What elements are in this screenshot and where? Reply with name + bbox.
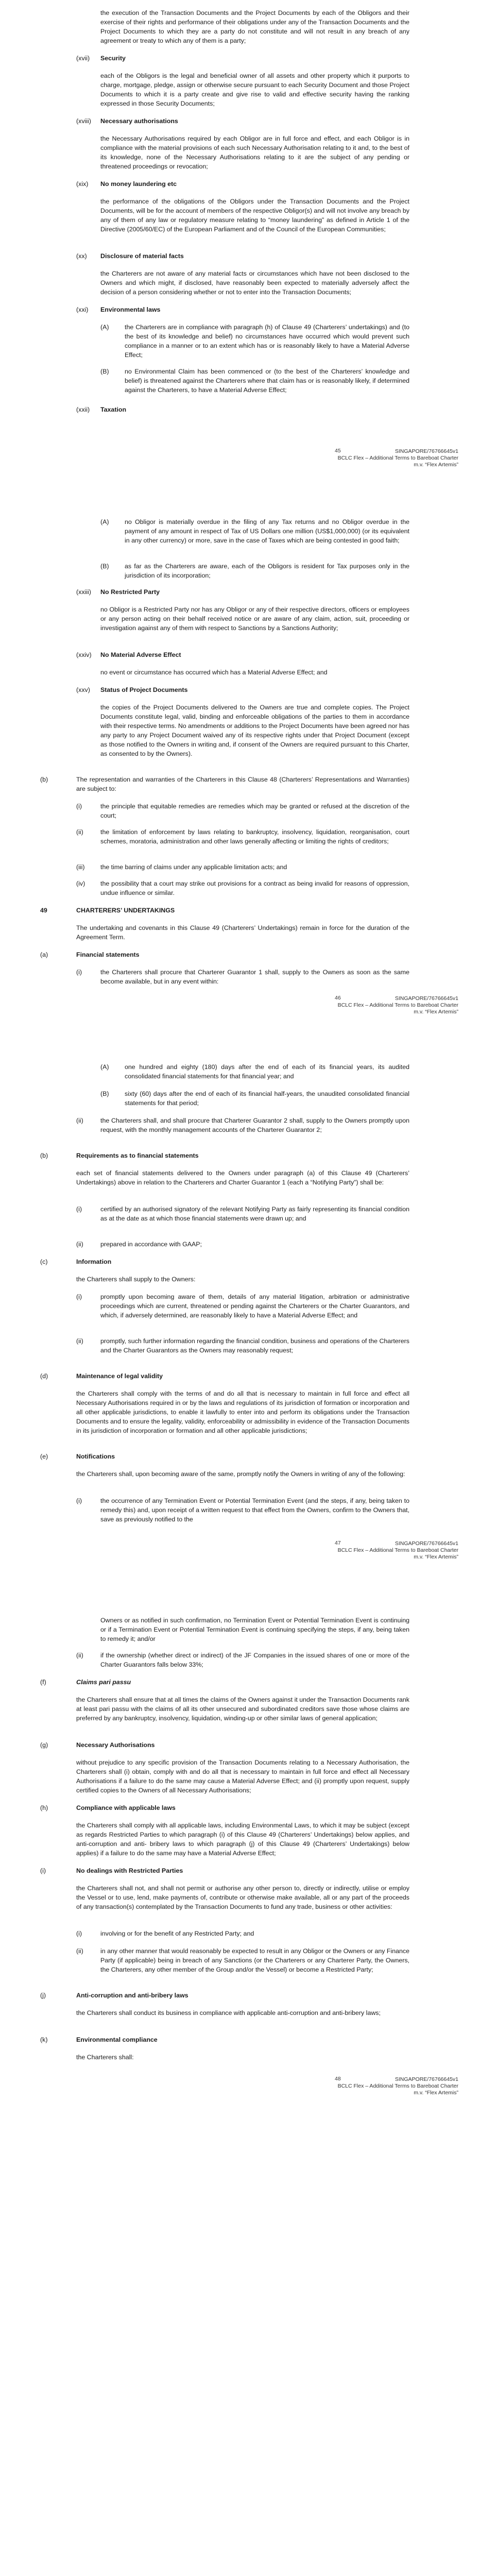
paragraph: the Charterers shall comply with the terms of and do all that is necessary to maintain in full force and effect all Necessary Authorisations required in or by the laws and regulations of its jurisdiction of formation or incorporation and all other applicable jurisdictions, to enable it lawfully to enter into and perform its obligations under the Transaction Documents and to ensure the legality, validity, enforceability or admissibility in evidence of the Transaction Documents in its jurisdiction of incorporation or formation and all other applicable jurisdictions; (76, 1390, 409, 1434)
section-heading: No dealings with Restricted Parties (76, 1867, 183, 1874)
paragraph-xvi-continuation: the execution of the Transaction Documents and the Project Documents by each of the Obligors and their exercise of their rights and performance of their obligations under any of the Transaction Documents and the Project Documents to which they are a party do not constitute and will not result in any breach of any agreement or treaty to which any of them is a party; (100, 9, 409, 44)
page-footer (288, 2076, 458, 2096)
section-heading: Financial statements (76, 951, 140, 958)
item-number: (B) (100, 368, 109, 375)
footer-vessel: m.v. “Flex Artemis” (414, 1554, 458, 1560)
item-number: (xxiii) (76, 588, 91, 596)
footer-vessel: m.v. “Flex Artemis” (414, 2090, 458, 2096)
item-number: (d) (40, 1372, 48, 1380)
section-heading: Compliance with applicable laws (76, 1804, 176, 1811)
footer-doc-title: BCLC Flex – Additional Terms to Bareboat Charter (337, 455, 458, 461)
item-number: (iv) (76, 880, 85, 887)
footer-doc-title: BCLC Flex – Additional Terms to Bareboat Charter (337, 1547, 458, 1553)
item-number: (i) (76, 1930, 82, 1937)
item-number: (ii) (76, 1241, 83, 1248)
section-heading: Information (76, 1258, 112, 1265)
item-number: (h) (40, 1804, 48, 1811)
item-number: (i) (40, 1867, 46, 1874)
item-number: (ii) (76, 828, 83, 836)
page-number: 47 (335, 1540, 341, 1546)
item-number: (A) (100, 324, 109, 331)
page-number: 48 (335, 2076, 341, 2082)
paragraph: the limitation of enforcement by laws relating to bankruptcy, insolvency, liquidation, reorganisation, court schemes, moratoria, administration and other laws generally affecting or limiting the rights of creditors; (100, 828, 409, 845)
paragraph: sixty (60) days after the end of each of its financial half-years, the unaudited consolidated financial statements for that period; (125, 1090, 409, 1107)
item-number: (i) (76, 1206, 82, 1213)
item-number: (iii) (76, 863, 85, 871)
section-heading: No Restricted Party (100, 588, 160, 596)
paragraph: The undertaking and covenants in this Clause 49 (Charterers’ Undertakings) remain in force for the duration of the Agreement Term. (76, 924, 409, 941)
paragraph: the occurrence of any Termination Event or Potential Termination Event (and the steps, if any, being taken to remedy this) and, upon receipt of a written request to that effect from the Owners, confirm to the Owners that, save as previously notified to the (100, 1497, 409, 1523)
page-footer (288, 1540, 458, 1561)
footer-vessel: m.v. “Flex Artemis” (414, 1009, 458, 1015)
paragraph: certified by an authorised signatory of the relevant Notifying Party as fairly representing its financial condition as at the date as at which those financial statements were drawn up; and (100, 1206, 409, 1222)
paragraph: promptly upon becoming aware of them, details of any material litigation, arbitration or administrative proceedings which are current, threatened or pending against the Charterers or the Charter Guarantors, and which, if adversely determined, are reasonably likely to have a Material Adverse Effect; and (100, 1293, 409, 1319)
section-heading: Status of Project Documents (100, 686, 188, 693)
item-number: (b) (40, 776, 48, 783)
item-number: (ii) (76, 1117, 83, 1124)
item-number: (xxiv) (76, 651, 92, 658)
paragraph: the principle that equitable remedies are remedies which may be granted or refused at the discretion of the court; (100, 803, 409, 819)
paragraph: if the ownership (whether direct or indirect) of the JF Companies in the issued shares of one or more of the Charter Guarantors falls below 33%; (100, 1652, 409, 1668)
section-heading: Environmental laws (100, 306, 161, 313)
paragraph: the copies of the Project Documents delivered to the Owners are true and complete copies. The Project Documents constitute legal, valid, binding and enforceable obligations of the parties to them in accordance with their respective terms. No amendments or additions to the Project Documents have been agreed nor has any party to any Project Document waived any of its respective rights under that Project Document (except as those notified to the Owners in writing and, if consent of the Owners are required pursuant to this Charter, as consented to by the Owners). (100, 704, 409, 757)
paragraph: each set of financial statements delivered to the Owners under paragraph (a) of this Clause 49 (Charterers’ Undertakings) above in relation to the Charterers and Charter Guarantor 1 (each a “Notifying Party”) shall be: (76, 1170, 409, 1186)
item-number: (xviii) (76, 117, 91, 125)
item-number: (k) (40, 2036, 48, 2043)
section-heading: Necessary Authorisations (76, 1741, 155, 1749)
item-number: (xxii) (76, 406, 90, 413)
item-number: (i) (76, 803, 82, 810)
paragraph: the Charterers shall conduct its business in compliance with applicable anti-corruption and anti-bribery laws; (76, 2009, 381, 2016)
paragraph: in any other manner that would reasonably be expected to result in any Obligor or the Owners or any Finance Party (if applicable) being in breach of any Sanctions (or the Charterers or any Charterer Party, the Owners, the Charterers, any other member of the Group and/or the Vessel) or become a Restricted Party; (100, 1947, 409, 1973)
item-number: (e) (40, 1453, 48, 1460)
footer-doc-ref: SINGAPORE/76766645v1 (395, 448, 458, 454)
footer-vessel: m.v. “Flex Artemis” (414, 462, 458, 468)
paragraph: the possibility that a court may strike out provisions for a contract as being invalid for reasons of oppression, undue influence or similar. (100, 880, 409, 896)
item-number: (xvii) (76, 55, 90, 62)
paragraph: the Charterers shall, upon becoming aware of the same, promptly notify the Owners in writing of any of the following: (76, 1470, 405, 1478)
item-number: (A) (100, 518, 109, 526)
paragraph: one hundred and eighty (180) days after the end of each of its financial years, its audited consolidated financial statements for that financial year; and (125, 1063, 409, 1080)
item-number: (j) (40, 1992, 46, 1999)
section-heading: Security (100, 55, 126, 62)
section-heading: Maintenance of legal validity (76, 1372, 163, 1380)
item-number: (b) (40, 1152, 48, 1159)
page-footer (288, 448, 458, 468)
section-heading: Taxation (100, 406, 127, 413)
item-number: (ii) (76, 1337, 83, 1345)
clause-number: 49 (40, 907, 47, 914)
paragraph: the Charterers shall ensure that at all times the claims of the Owners against it under the Transaction Documents rank at least pari passu with the claims of all its other unsecured and subordinated creditors save those whose claims are preferred by any bankruptcy, insolvency, liquidation, winding-up or other similar laws of general application; (76, 1696, 409, 1722)
paragraph: Owners or as notified in such confirmation, no Termination Event or Potential Termination Event is continuing or if a Termination Event or Potential Termination Event is continuing specifying the steps, if any, being taken to remedy it; and/or (100, 1617, 409, 1642)
item-number: (xxv) (76, 686, 90, 693)
section-heading: No Material Adverse Effect (100, 651, 181, 658)
item-number: (f) (40, 1679, 46, 1686)
clause-heading: CHARTERERS’ UNDERTAKINGS (76, 907, 175, 914)
section-heading: Environmental compliance (76, 2036, 158, 2043)
item-number: (c) (40, 1258, 48, 1265)
paragraph: promptly, such further information regarding the financial condition, business and operations of the Charterers and the Charter Guarantors as the Owners may reasonably request; (100, 1337, 409, 1354)
section-heading: Anti-corruption and anti-bribery laws (76, 1992, 188, 1999)
paragraph: the Charterers shall: (76, 2054, 134, 2061)
paragraph: the Charterers are not aware of any material facts or circumstances which have not been disclosed to the Owners and which might, if disclosed, have reasonably been expected to materially adversely affect the decision of a person considering whether or not to enter into the Transaction Documents; (100, 270, 409, 296)
section-heading: Notifications (76, 1453, 115, 1460)
paragraph: the Necessary Authorisations required by each Obligor are in full force and effect, and each Obligor is in compliance with the material provisions of each such Necessary Authorisation relating to it and, to the best of its knowledge, none of the Necessary Authorisations relating to it are the subject of any pending or threatened proceedings or revocation; (100, 135, 409, 170)
paragraph: prepared in accordance with GAAP; (100, 1241, 202, 1248)
page-number: 46 (335, 995, 341, 1001)
section-heading: Requirements as to financial statements (76, 1152, 199, 1159)
paragraph: the Charterers shall, and shall procure that Charterer Guarantor 2 shall, supply to the Owners promptly upon request, with the monthly management accounts of the Charterer Guarantor 2; (100, 1117, 409, 1133)
item-number: (ii) (76, 1947, 83, 1955)
paragraph: no event or circumstance has occurred which has a Material Adverse Effect; and (100, 669, 328, 676)
item-number: (i) (76, 1497, 82, 1504)
page-number: 45 (335, 448, 341, 454)
item-number: (ii) (76, 1652, 83, 1659)
item-number: (xx) (76, 252, 87, 260)
item-number: (A) (100, 1063, 109, 1071)
paragraph: The representation and warranties of the Charterers in this Clause 48 (Charterers’ Representations and Warranties) are subject to: (76, 776, 409, 792)
section-heading: Claims pari passu (76, 1679, 131, 1686)
footer-doc-title: BCLC Flex – Additional Terms to Bareboat Charter (337, 2083, 458, 2089)
paragraph: involving or for the benefit of any Restricted Party; and (100, 1930, 254, 1937)
paragraph: no Obligor is a Restricted Party nor has any Obligor or any of their respective directors, officers or employees or any person acting on their behalf received notice or are aware of any claim, action, suit, proceeding or investigation against any of them with respect to Sanctions by a Sanctions Authority; (100, 606, 409, 632)
paragraph: each of the Obligors is the legal and beneficial owner of all assets and other property which it purports to charge, mortgage, pledge, assign or otherwise secure pursuant to each Security Document and those Project Documents to which it is a party create and give rise to valid and effective security having the ranking expressed in those Security Documents; (100, 72, 409, 107)
footer-doc-title: BCLC Flex – Additional Terms to Bareboat Charter (337, 1002, 458, 1008)
item-number: (B) (100, 563, 109, 570)
paragraph: no Obligor is materially overdue in the filing of any Tax returns and no Obligor overdue in the payment of any amount in respect of Tax of US Dollars one million (US$1,000,000) (or its equivalent in any other currency) or more, save in the case of Taxes which are being contested in good faith; (125, 518, 409, 544)
footer-doc-ref: SINGAPORE/76766645v1 (395, 995, 458, 1002)
paragraph: the Charterers shall procure that Charterer Guarantor 1 shall, supply to the Owners as soon as the same become available, but in any event within: (100, 969, 409, 985)
paragraph: the Charterers shall supply to the Owners: (76, 1276, 196, 1283)
paragraph: the performance of the obligations of the Obligors under the Transaction Documents and the Project Documents, will be for the account of members of the respective Obligor(s) and will not involve any breach by any of them of any law or regulatory measure relating to “money laundering” as defined in Article 1 of the Directive (2005/60/EC) of the European Parliament and of the Council of the European Communities; (100, 198, 409, 233)
item-number: (i) (76, 1293, 82, 1300)
paragraph: the Charterers are in compliance with paragraph (h) of Clause 49 (Charterers’ undertakings) and (to the best of its knowledge and belief) no circumstances have occurred which would prevent such compliance in a manner or to an extent which has or is reasonably likely to have a Material Adverse Effect; (125, 324, 409, 359)
item-number: (xix) (76, 180, 89, 188)
paragraph: no Environmental Claim has been commenced or (to the best of the Charterers’ knowledge and belief) is threatened against the Charterers where that claim has or is reasonably likely, if determined against the Charterers, to have a Material Adverse Effect; (125, 368, 409, 394)
paragraph: the Charterers shall comply with all applicable laws, including Environmental Laws, to which it may be subject (except as regards Restricted Parties to which paragraph (i) of this Clause 49 (Charterers’ Undertakings) below applies, and anti-corruption and anti- bribery laws to which paragraph (j) of this Clause 49 (Charterers’ Undertakings) below applies) if a failure to do the same may have a Material Adverse Effect; (76, 1822, 409, 1857)
footer-doc-ref: SINGAPORE/76766645v1 (395, 2076, 458, 2082)
page-footer (288, 995, 458, 1015)
item-number: (a) (40, 951, 48, 958)
item-number: (g) (40, 1741, 48, 1749)
section-heading: No money laundering etc (100, 180, 177, 188)
item-number: (i) (76, 969, 82, 976)
paragraph: without prejudice to any specific provision of the Transaction Documents relating to a Necessary Authorisation, the Charterers shall (i) obtain, comply with and do all that is necessary to maintain in full force and effect all Necessary Authorisations if a failure to do the same may cause a Material Adverse Effect; and (ii) promptly upon request, supply certified copies to the Owners of all Necessary Authorisations; (76, 1759, 409, 1794)
paragraph: as far as the Charterers are aware, each of the Obligors is resident for Tax purposes only in the jurisdiction of its incorporation; (125, 563, 409, 579)
section-heading: Disclosure of material facts (100, 252, 184, 260)
item-number: (B) (100, 1090, 109, 1097)
paragraph: the time barring of claims under any applicable limitation acts; and (100, 863, 287, 871)
section-heading: Necessary authorisations (100, 117, 178, 125)
item-number: (xxi) (76, 306, 89, 313)
footer-doc-ref: SINGAPORE/76766645v1 (395, 1540, 458, 1547)
paragraph: the Charterers shall not, and shall not permit or authorise any other person to, directly or indirectly, utilise or employ the Vessel or to use, lend, make payments of, contribute or otherwise make available, all or any part of the proceeds of any transaction(s) contemplated by the Transaction Documents to fund any trade, business or other activities: (76, 1885, 409, 1910)
